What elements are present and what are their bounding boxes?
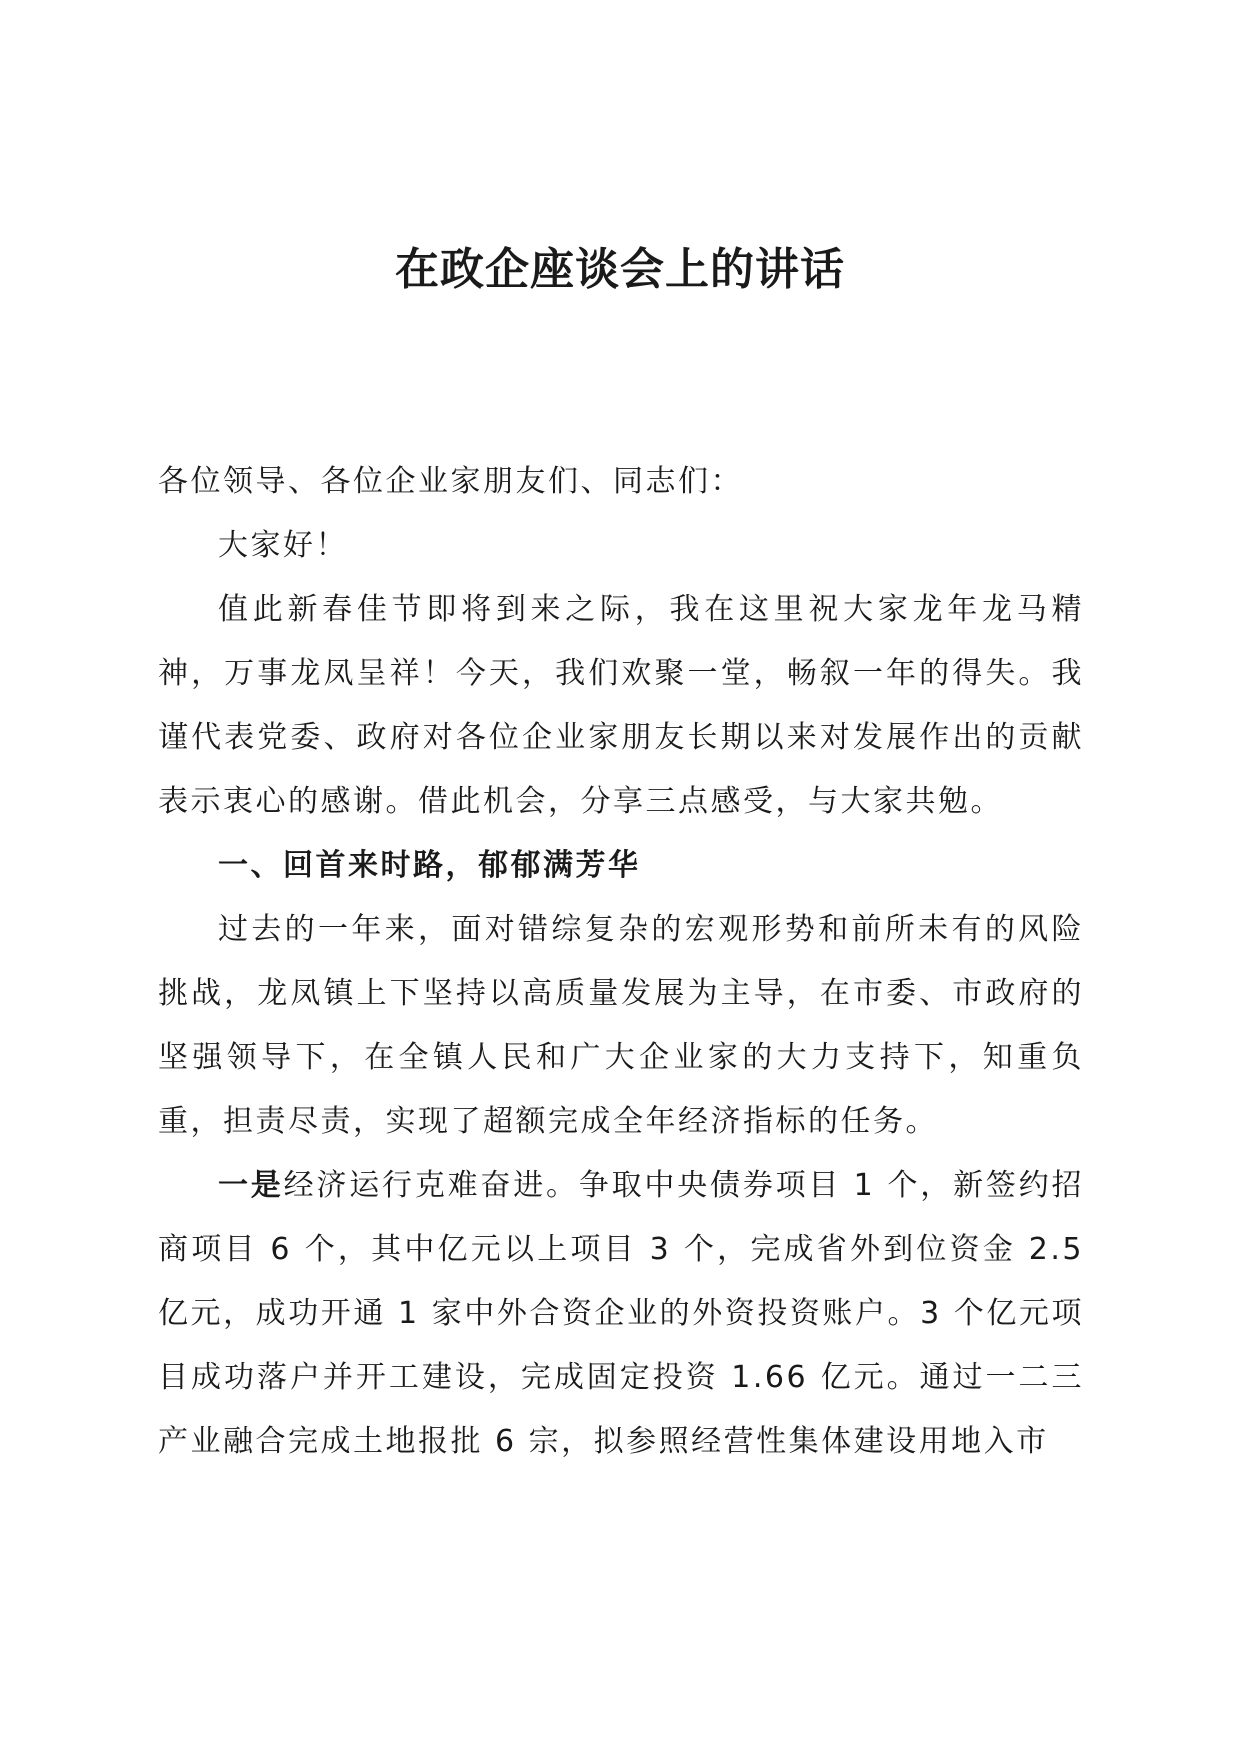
section-heading-1: 一、回首来时路，郁郁满芳华 (218, 848, 641, 883)
section-1-paragraph: 过去的一年来，面对错综复杂的宏观形势和前所未有的风险挑战，龙凤镇上下坚持以高质量发展为主导，在市委、市政府的坚强领导下，在全镇人民和广大企业家的大力支持下，知重负重，担责尽责，实现了超额完成全年经济指标的任务。 (158, 912, 1084, 1139)
point-1-paragraph (158, 1154, 1084, 1474)
point-1-lead: 一是 (218, 1168, 284, 1203)
document-title: 在政企座谈会上的讲话 (395, 244, 845, 295)
greeting: 大家好！ (218, 528, 348, 563)
intro-paragraph: 值此新春佳节即将到来之际，我在这里祝大家龙年龙马精神，万事龙凤呈祥！今天，我们欢聚一堂，畅叙一年的得失。我谨代表党委、政府对各位企业家朋友长期以来对发展作出的贡献表示衷心的感谢。借此机会，分享三点感受，与大家共勉。 (158, 592, 1084, 819)
salutation: 各位领导、各位企业家朋友们、同志们： (158, 464, 743, 499)
point-1-text: 经济运行克难奋进。争取中央债券项目 1 个，新签约招商项目 6 个，其中亿元以上项目 3 个，完成省外到位资金 2.5 亿元，成功开通 1 家中外合资企业的外资投资账户。3 个亿元项目成功落户并开工建设，完成固定投资 1.66 亿元。通过一二三产业融合完成土地报批 6 宗，拟参照经营性集体建设用地入市 (158, 1168, 1084, 1459)
document-body (158, 450, 1084, 1474)
